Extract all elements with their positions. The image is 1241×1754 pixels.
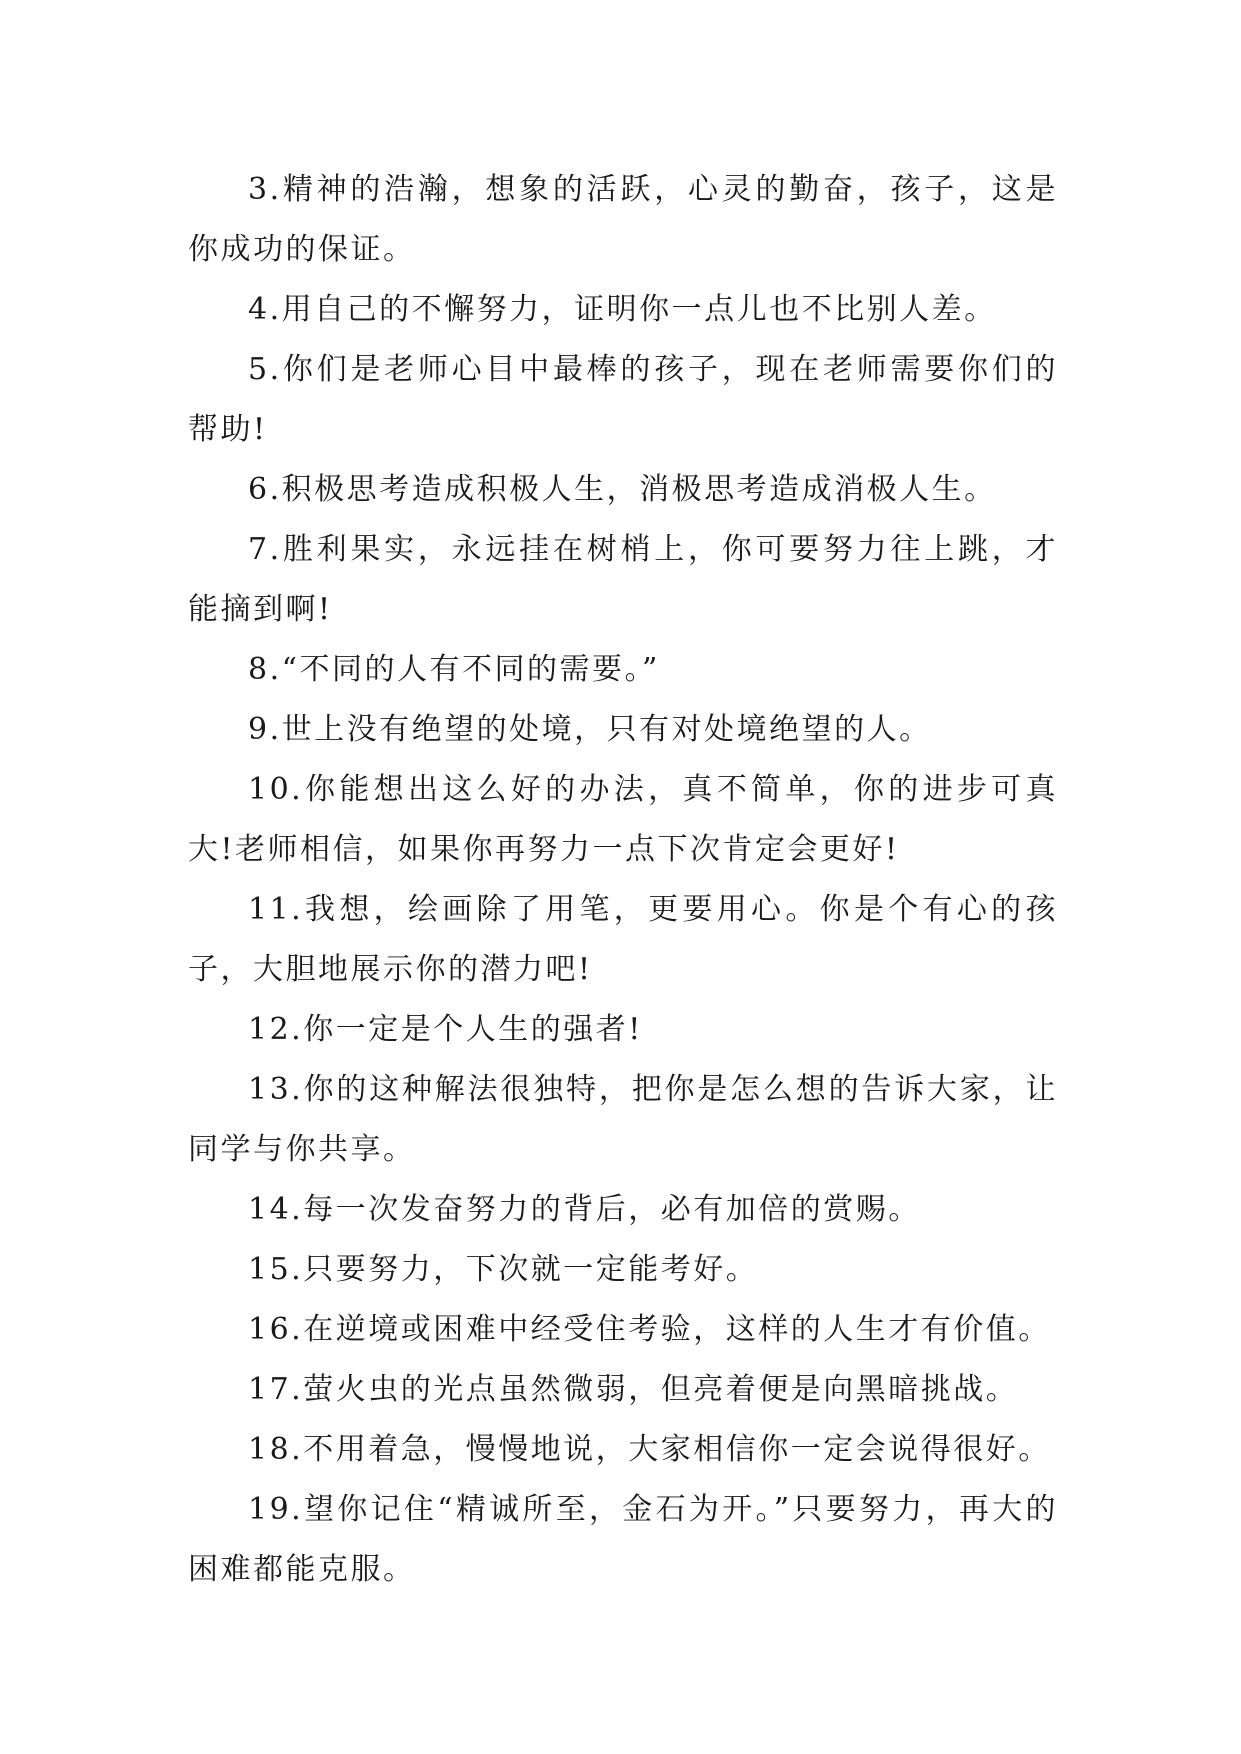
paragraph-9: 9.世上没有绝望的处境，只有对处境绝望的人。 [248,712,932,747]
paragraph-12: 12.你一定是个人生的强者! [248,1012,643,1047]
paragraph-8: 8.“不同的人有不同的需要。” [248,652,660,687]
paragraph-6: 6.积极思考造成积极人生，消极思考造成消极人生。 [248,472,997,507]
paragraph-19: 19.望你记住“精诚所至，金石为开。”只要努力，再大的困难都能克服。 [188,1492,1058,1587]
paragraph-13: 13.你的这种解法很独特，把你是怎么想的告诉大家，让同学与你共享。 [188,1072,1058,1167]
paragraph-15: 15.只要努力，下次就一定能考好。 [248,1252,759,1287]
paragraph-5: 5.你们是老师心目中最棒的孩子，现在老师需要你们的帮助! [188,352,1058,447]
paragraph-7: 7.胜利果实，永远挂在树梢上，你可要努力往上跳，才能摘到啊! [188,532,1058,627]
paragraph-14: 14.每一次发奋努力的背后，必有加倍的赏赐。 [248,1192,921,1227]
paragraph-11: 11.我想，绘画除了用笔，更要用心。你是个有心的孩子，大胆地展示你的潜力吧! [188,892,1058,987]
paragraph-3: 3.精神的浩瀚，想象的活跃，心灵的勤奋，孩子，这是你成功的保证。 [188,172,1058,267]
paragraph-16: 16.在逆境或困难中经受住考验，这样的人生才有价值。 [248,1312,1051,1347]
paragraph-18: 18.不用着急，慢慢地说，大家相信你一定会说得很好。 [248,1432,1051,1467]
paragraph-10: 10.你能想出这么好的办法，真不简单，你的进步可真大!老师相信，如果你再努力一点下次肯定会更好! [188,772,1058,867]
paragraph-4: 4.用自己的不懈努力，证明你一点儿也不比别人差。 [248,292,997,327]
document-body [188,160,1058,1600]
paragraph-17: 17.萤火虫的光点虽然微弱，但亮着便是向黑暗挑战。 [248,1372,1019,1407]
